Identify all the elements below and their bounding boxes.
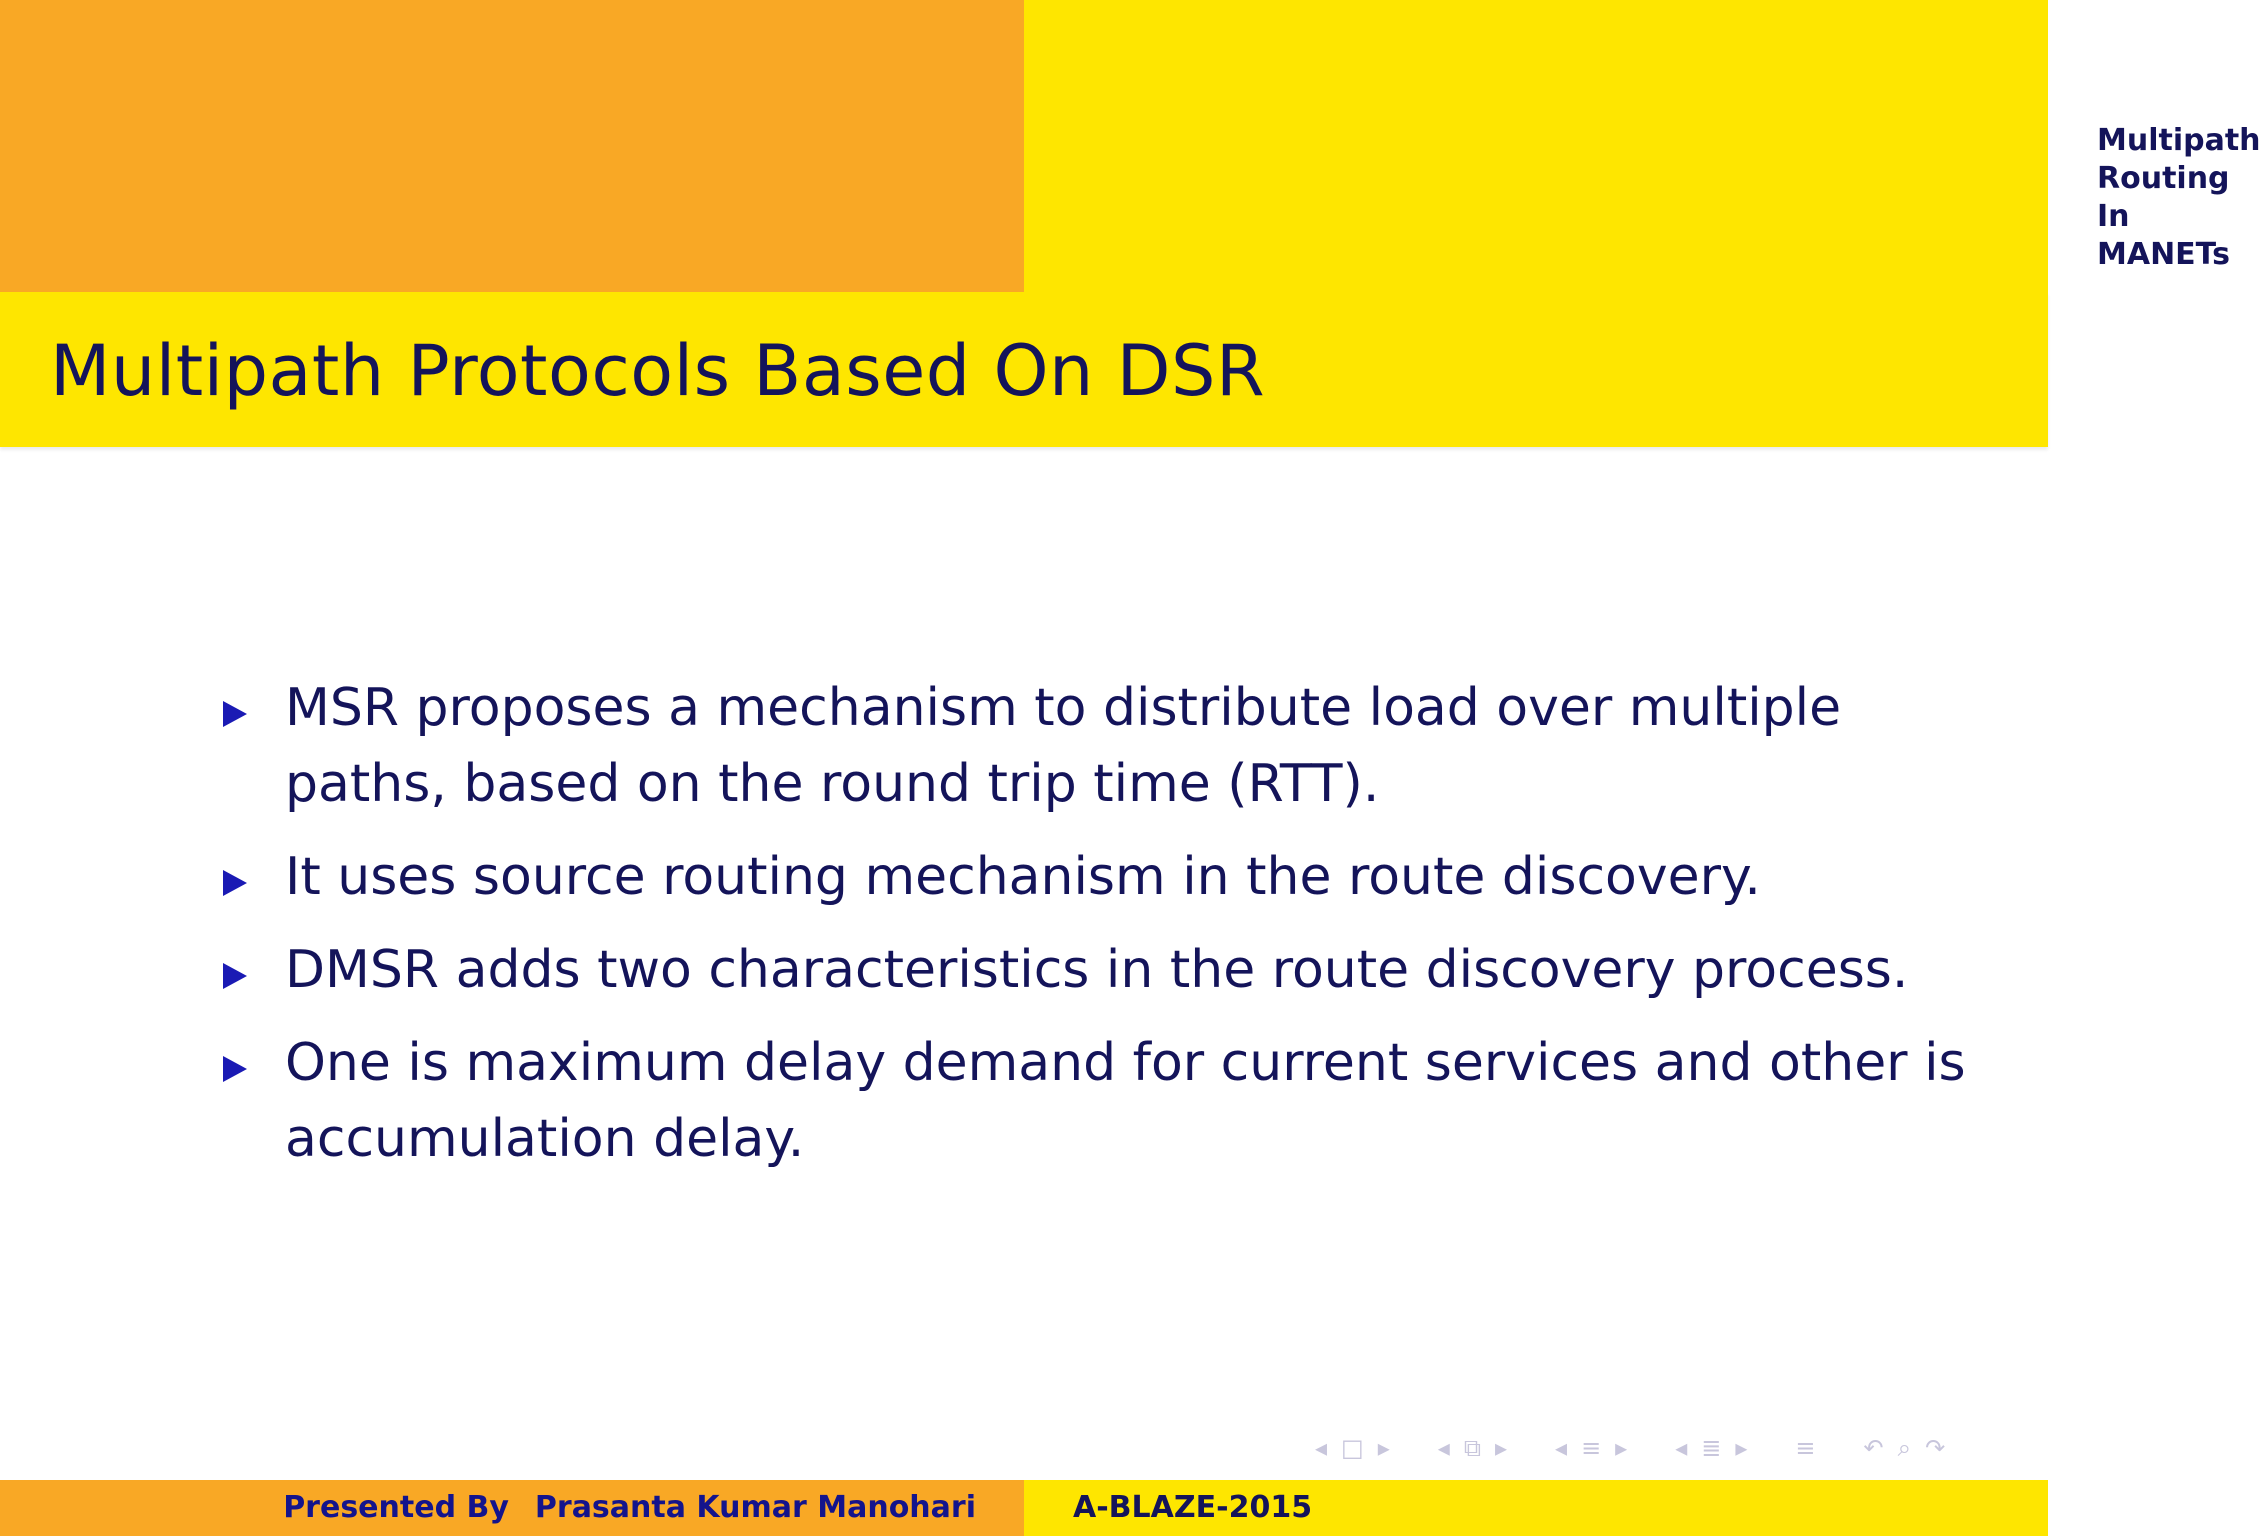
triangle-bullet-icon: [223, 963, 247, 989]
prev-subsection-icon[interactable]: ◂: [1555, 1434, 1568, 1462]
footer-presenter-panel: [0, 1480, 1024, 1536]
bullet-item: [215, 932, 1995, 1008]
prev-frame-icon[interactable]: ◂: [1437, 1434, 1450, 1462]
next-subsection-icon[interactable]: ▸: [1615, 1434, 1628, 1462]
triangle-bullet-icon: [223, 701, 247, 727]
presenter-line: [283, 1488, 976, 1528]
conference-name: A-BLAZE-2015: [1073, 1490, 1313, 1525]
frame-title-band: [0, 292, 2048, 447]
bullet-text: One is maximum delay demand for current services and other is accumulation delay.: [285, 1033, 1966, 1169]
next-section-icon[interactable]: ▸: [1735, 1434, 1748, 1462]
footer-conference-panel: [1024, 1480, 2048, 1536]
next-frame-icon[interactable]: ▸: [1494, 1434, 1508, 1462]
header-title-panel: [1024, 0, 2261, 292]
prev-section-icon[interactable]: ◂: [1675, 1434, 1688, 1462]
header-outline-panel: [0, 0, 1024, 292]
beamer-navigation-bar: [1315, 1432, 1945, 1464]
search-icon[interactable]: ⌕: [1897, 1434, 1912, 1462]
bullet-item: [215, 1025, 1995, 1177]
bullet-item: [215, 839, 1995, 915]
bullet-text: MSR proposes a mechanism to distribute load over multiple paths, based on the round trip time (RTT).: [285, 678, 1842, 814]
back-icon[interactable]: ↶: [1863, 1434, 1884, 1462]
triangle-bullet-icon: [223, 870, 247, 896]
bullet-text: It uses source routing mechanism in the route discovery.: [285, 847, 1761, 907]
triangle-bullet-icon: [223, 1056, 247, 1082]
bullet-text: DMSR adds two characteristics in the route discovery process.: [285, 940, 1909, 1000]
document-icon[interactable]: ≡: [1795, 1434, 1816, 1462]
bullet-list: [215, 670, 1995, 1177]
next-slide-icon[interactable]: ▸: [1377, 1434, 1390, 1462]
bullet-item: [215, 670, 1995, 822]
slide-content: [215, 670, 1995, 1194]
forward-icon[interactable]: ↷: [1925, 1434, 1946, 1462]
slide-icon[interactable]: □: [1341, 1434, 1364, 1462]
frame-icon[interactable]: ⧉: [1463, 1434, 1481, 1462]
slide-title: Multipath Protocols Based On DSR: [50, 330, 1266, 412]
subsection-icon[interactable]: ≡: [1581, 1434, 1602, 1462]
presenter-name: Prasanta Kumar Manohari: [534, 1490, 976, 1525]
presented-by-label: Presented By: [283, 1490, 509, 1525]
prev-slide-icon[interactable]: ◂: [1315, 1434, 1328, 1462]
presentation-short-title: Multipath Routing In MANETs: [2097, 123, 2261, 272]
section-icon[interactable]: ≣: [1701, 1434, 1722, 1462]
